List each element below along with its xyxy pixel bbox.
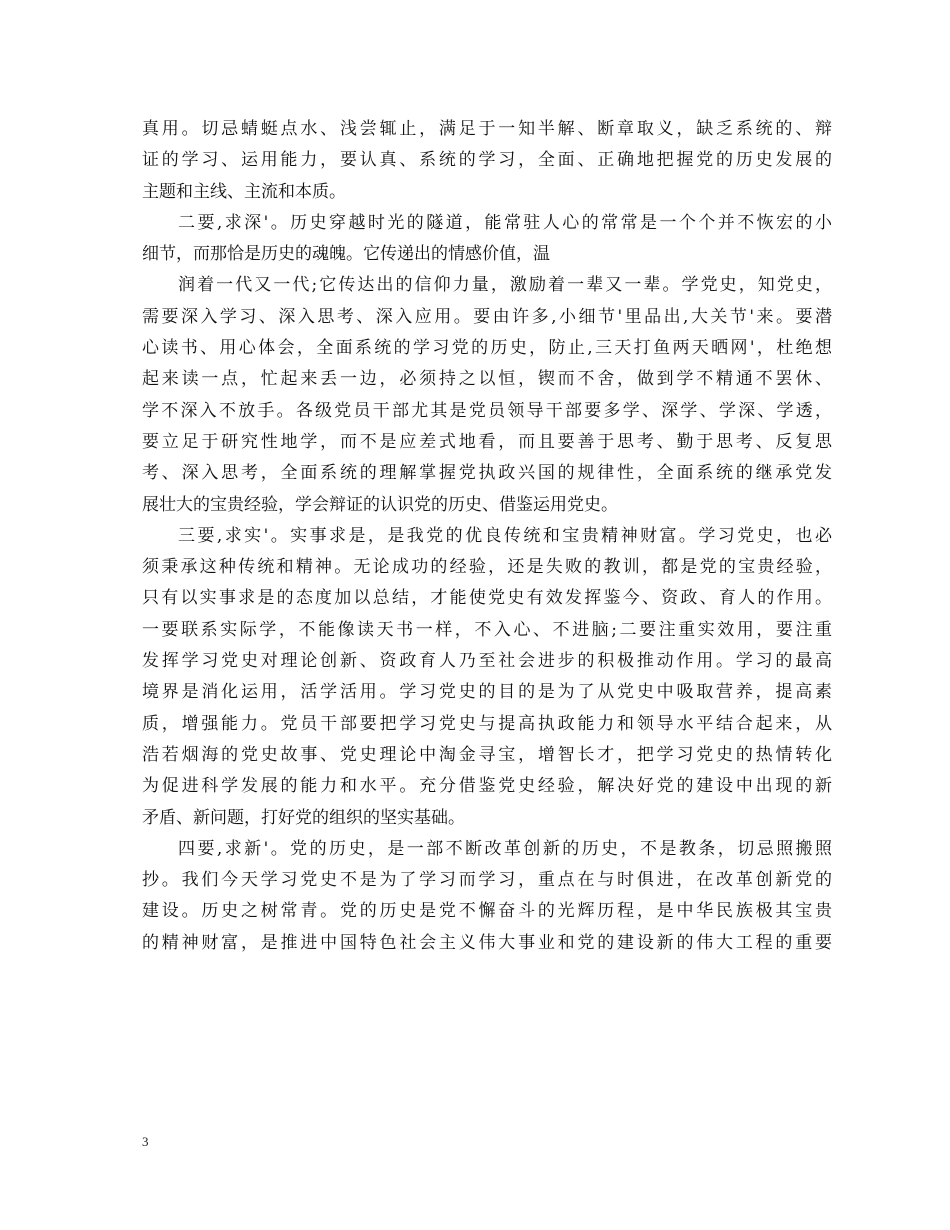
text-line: 考、深入思考，全面系统的理解掌握党执政兴国的规律性，全面系统的继承党发: [142, 463, 832, 484]
text-line: 细节，而那恰是历史的魂魄。它传递出的情感价值，温: [142, 244, 550, 265]
text-line: 四要,求新'。党的历史，是一部不断改革创新的历史，不是教条，切忌照搬照: [178, 838, 832, 859]
text-line: 为促进科学发展的能力和水平。充分借鉴党史经验，解决好党的建设中出现的新: [142, 776, 832, 797]
body-text: [142, 114, 832, 959]
text-line: 起来读一点，忙起来丢一边，必须持之以恒，锲而不舍，做到学不精通不罢休、: [142, 369, 832, 390]
text-line: 二要,求深'。历史穿越时光的隧道，能常驻人心的常常是一个个并不恢宏的小: [178, 212, 832, 233]
text-line: 主题和主线、主流和本质。: [142, 181, 346, 202]
text-line: 展壮大的宝贵经验，学会辩证的认识党的历史、借鉴运用党史。: [142, 494, 618, 515]
text-line: 发挥学习党史对理论创新、资政育人乃至社会进步的积极推动作用。学习的最高: [142, 651, 832, 672]
text-line: 真用。切忌蜻蜓点水、浅尝辄止，满足于一知半解、断章取义，缺乏系统的、辩: [142, 119, 832, 139]
text-line: 润着一代又一代;它传达出的信仰力量，激励着一辈又一辈。学党史，知党史，: [178, 275, 832, 296]
text-line: 质，增强能力。党员干部要把学习党史与提高执政能力和领导水平结合起来，从: [142, 713, 832, 734]
text-line: 要立足于研究性地学，而不是应差式地看，而且要善于思考、勤于思考、反复思: [142, 431, 832, 452]
text-line: 三要,求实'。实事求是，是我党的优良传统和宝贵精神财富。学习党史，也必: [178, 525, 832, 546]
text-line: 心读书、用心体会，全面系统的学习党的历史，防止,三天打鱼两天晒网'，杜绝想: [142, 338, 832, 359]
text-line: 的精神财富，是推进中国特色社会主义伟大事业和党的建设新的伟大工程的重要: [142, 932, 832, 953]
text-line: 建设。历史之树常青。党的历史是党不懈奋斗的光辉历程，是中华民族极其宝贵: [142, 901, 832, 922]
text-line: 一要联系实际学，不能像读天书一样，不入心、不进脑;二要注重实效用，要注重: [142, 619, 832, 640]
text-line: 证的学习、运用能力，要认真、系统的学习，全面、正确地把握党的历史发展的: [142, 150, 832, 171]
text-line: 矛盾、新问题，打好党的组织的坚实基础。: [142, 807, 465, 828]
text-line: 须秉承这种传统和精神。无论成功的经验，还是失败的教训，都是党的宝贵经验，: [142, 557, 832, 578]
text-line: 需要深入学习、深入思考、深入应用。要由许多,小细节'里品出,大关节'来。要潜: [142, 306, 832, 327]
text-line: 浩若烟海的党史故事、党史理论中淘金寻宝，增智长才，把学习党史的热情转化: [142, 744, 832, 765]
page-number: 3: [142, 1134, 149, 1149]
text-line: 只有以实事求是的态度加以总结，才能使党史有效发挥鉴今、资政、育人的作用。: [142, 588, 832, 609]
text-line: 学不深入不放手。各级党员干部尤其是党员领导干部要多学、深学、学深、学透，: [142, 400, 832, 421]
text-line: 抄。我们今天学习党史不是为了学习而学习，重点在与时俱进，在改革创新党的: [142, 870, 832, 891]
text-line: 境界是消化运用，活学活用。学习党史的目的是为了从党史中吸取营养，提高素: [142, 682, 832, 703]
